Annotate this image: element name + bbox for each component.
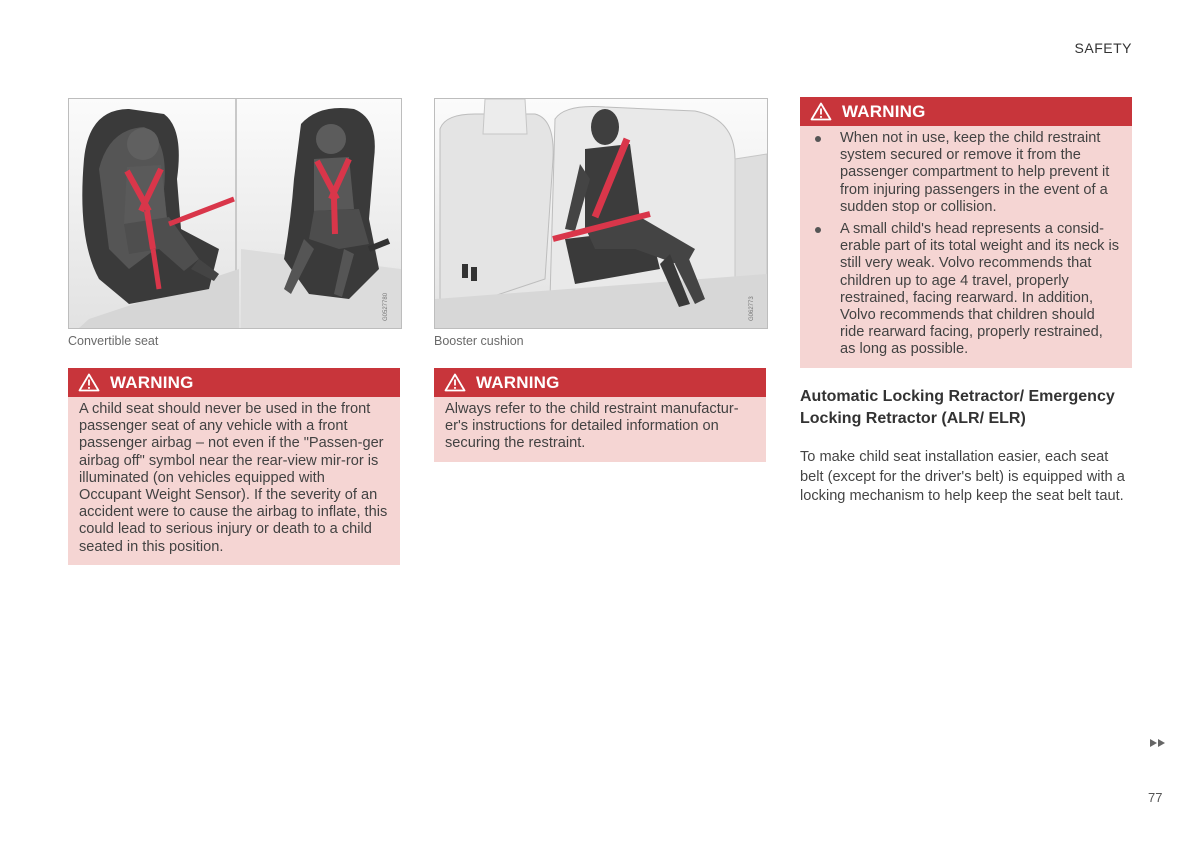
warning-box-front-seat xyxy=(68,368,400,565)
warning-list-item: When not in use, keep the child restraint system secured or remove it from the passenger compartment to help prevent it from injuring passengers in the event of a sudden stop or collision. xyxy=(811,130,1122,216)
caption-booster-cushion: Booster cushion xyxy=(434,334,524,348)
warning-list-item: A small child's head represents a consid-erable part of its total weight and its neck is still very weak. Volvo recommends that children up to age 4 travel, properly restrained, facing rearward. In addition, Volvo recommends that children should ride rearward facing, properly restrained, as long as possible. xyxy=(811,221,1122,359)
figure-code-booster: G062773 xyxy=(749,296,755,321)
next-page-arrows-icon[interactable] xyxy=(1149,738,1167,748)
warning-text: A child seat should never be used in the front passenger seat of any vehicle with a front passenger airbag – not even if the "Passen-ger airbag off" symbol near the rear-view mir-ror is illuminated (on vehicles equipped with Occupant Weight Sensor). If the severity of an accident were to cause the airbag to inflate, this could lead to serious injury or death to a child seated in this position. xyxy=(79,401,388,555)
section-header: SAFETY xyxy=(1074,40,1132,56)
convertible-seat-illustration xyxy=(68,98,402,329)
warning-list xyxy=(800,126,1132,374)
warning-header xyxy=(800,97,1132,126)
section-body: To make child seat installation easier, each seat belt (except for the driver's belt) is equipped with a locking mechanism to help keep the seat belt taut. xyxy=(800,449,1125,504)
warning-label: WARNING xyxy=(110,372,194,392)
warning-label: WARNING xyxy=(476,372,560,392)
page-number: 77 xyxy=(1148,790,1163,805)
booster-cushion-illustration xyxy=(434,98,768,329)
warning-header xyxy=(434,368,766,397)
convertible-seat-drawing xyxy=(69,99,401,328)
warning-header xyxy=(68,368,400,397)
section-title: Automatic Locking Retractor/ Emergency Locking Retractor (ALR/ ELR) xyxy=(800,388,1115,427)
warning-triangle-icon xyxy=(810,102,832,121)
warning-box-child-restraint xyxy=(800,97,1132,368)
warning-text: Always refer to the child restraint manufactur-er's instructions for detailed information on securing the restraint. xyxy=(445,401,739,452)
figure-code-left: G0527780 xyxy=(383,292,389,321)
warning-label: WARNING xyxy=(842,101,926,121)
warning-triangle-icon xyxy=(444,373,466,392)
warning-triangle-icon xyxy=(78,373,100,392)
booster-cushion-drawing xyxy=(435,99,767,328)
caption-convertible-seat: Convertible seat xyxy=(68,334,159,348)
warning-box-manufacturer xyxy=(434,368,766,462)
